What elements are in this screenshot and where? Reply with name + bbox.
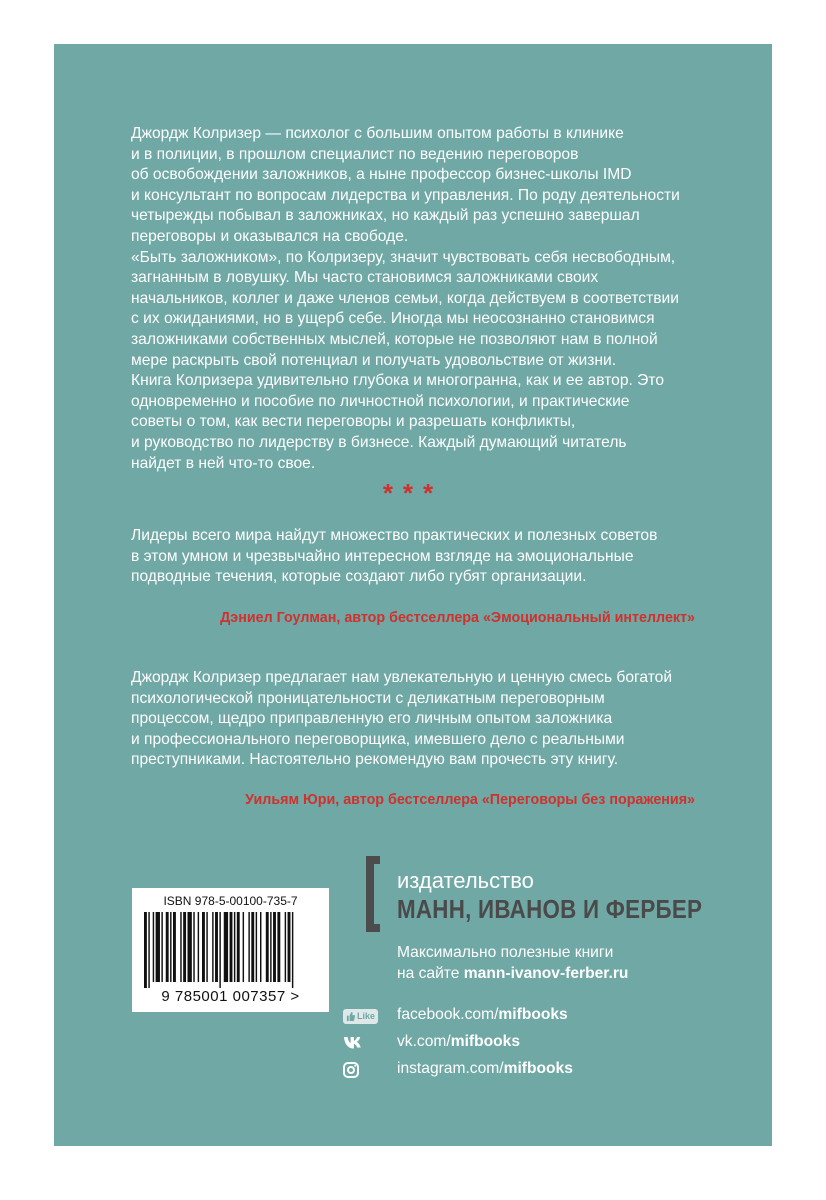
intro-line: загнанным в ловушку. Мы часто становимся заложниками своих [131,269,599,287]
tagline-line1: Максимально полезные книги [397,944,614,961]
isbn-barcode [132,888,329,1012]
barcode-bar [156,912,160,982]
barcode-bar [288,912,291,982]
barcode-bar [251,912,254,982]
quote2-line: процессом, щедро приправленную его личным опытом заложника [131,710,613,728]
barcode-bar [243,912,244,982]
quote-goleman-attribution: Дэниел Гоулман, автор бестселлера «Эмоциональный интеллект» [220,610,695,626]
barcode-bar [285,912,286,982]
barcode-bars [144,912,317,988]
intro-line: советы о том, как вести переговоры и разрешать конфликты, [131,413,576,431]
barcode-bar [193,912,194,982]
barcode-bar [256,912,257,982]
vk-icon [343,1036,365,1050]
tagline-line2: на сайте mann-ivanov-ferber.ru [397,965,629,982]
publisher-bracket-icon [366,856,380,932]
barcode-bar [215,912,218,982]
intro-line: переговоры и оказывался на свободе. [131,227,409,245]
facebook-link[interactable]: facebook.com/mifbooks [397,1006,568,1023]
publisher-name: МАНН, ИВАНОВ И ФЕРБЕР [397,894,703,924]
intro-line: и консультант по вопросам лидерства и управления. По роду деятельности [131,186,680,204]
barcode-bar [183,912,186,982]
publisher-label: издательство [397,868,534,893]
barcode-bar [148,912,149,988]
quote1-line: Лидеры всего мира найдут множество практических и полезных советов [131,527,658,544]
barcode-bar [166,912,169,982]
intro-line: «Быть заложником», по Колризеру, значит чувствовать себя несвободным, [131,248,676,266]
barcode-bar [266,912,269,982]
quote1-line: в этом умном и чрезвычайно интересном взгляде на эмоциональные [131,547,634,565]
vk-link[interactable]: vk.com/mifbooks [397,1033,521,1050]
isbn-digits: 9 785001 007357 > [161,988,300,1005]
quote-ury [131,668,711,771]
quote2-line: психологической проницательности с деликатным переговорным [131,689,605,707]
instagram-link[interactable]: instagram.com/mifbooks [397,1060,573,1077]
barcode-bar [180,912,181,982]
barcode-bar [260,912,261,982]
intro-line: Книга Колризера удивительно глубока и многогранна, как и ее автор. Это [131,372,665,390]
barcode-bar [224,912,228,982]
quote-ury-attribution: Уильям Юри, автор бестселлера «Переговоры без поражения» [245,792,695,808]
intro-line: и руководство по лидерству в бизнесе. Каждый думающий читатель [131,433,627,451]
barcode-bar [212,912,213,982]
intro-line: заложниками собственных мыслей, которые не позволяют нам в полной [131,330,658,348]
intro-line: мере раскрыть свой потенциал и получать удовольствие от жизни. [131,351,617,369]
intro-line: четырежды побывал в заложниках, но каждый раз успешно завершал [131,207,640,225]
quote2-line: преступниками. Настоятельно рекомендую вам прочесть эту книгу. [131,751,619,769]
quote-goleman [131,526,711,588]
barcode-bar [144,912,147,988]
publisher-site-link[interactable]: mann-ivanov-ferber.ru [463,965,629,982]
barcode-bar [188,912,192,982]
barcode-bar [292,912,293,988]
facebook-like-icon: Like [343,1009,378,1024]
barcode-bar [248,912,249,982]
barcode-bar [230,912,233,982]
intro-line: Джордж Колризер — психолог с большим опытом работы в клинике [131,125,624,142]
author-description [131,124,711,474]
barcode-bar [206,912,207,982]
book-back-cover [54,44,772,1146]
barcode-bar [219,912,220,988]
quote1-line: подводные течения, которые создают либо губят организации. [131,568,587,586]
instagram-icon [343,1062,359,1078]
intro-line: с их ожиданиями, но в ущерб себе. Иногда мы неосознанно становимся [131,310,655,328]
barcode-bar [277,912,280,982]
barcode-bar [237,912,240,982]
intro-line: одновременно и пособие по личностной психологии, и практические [131,392,630,410]
publisher-tagline [397,942,628,984]
intro-line: об освобождении заложников, а ныне профессор бизнес-школы IMD [131,166,632,184]
barcode-bar [173,912,176,982]
barcode-bar [198,912,199,982]
barcode-bar [202,912,205,982]
separator-stars: *** [382,478,444,508]
barcode-bar [170,912,171,982]
quote2-line: и профессионального переговорщика, имевшего дело с реальными [131,730,625,748]
isbn-label: ISBN 978-5-00100-735-7 [163,894,298,908]
barcode-bar [161,912,162,982]
barcode-bar [273,912,276,982]
intro-line: начальников, коллег и даже членов семьи, когда действуем в соответствии [131,289,679,307]
quote2-line: Джордж Колризер предлагает нам увлекательную и ценную смесь богатой [131,669,673,686]
barcode-bar [270,912,271,982]
barcode-bar [234,912,235,982]
intro-line: и в полиции, в прошлом специалист по ведению переговоров [131,145,579,163]
barcode-bar [153,912,154,982]
intro-line: найдет в ней что-то свое. [131,454,316,472]
